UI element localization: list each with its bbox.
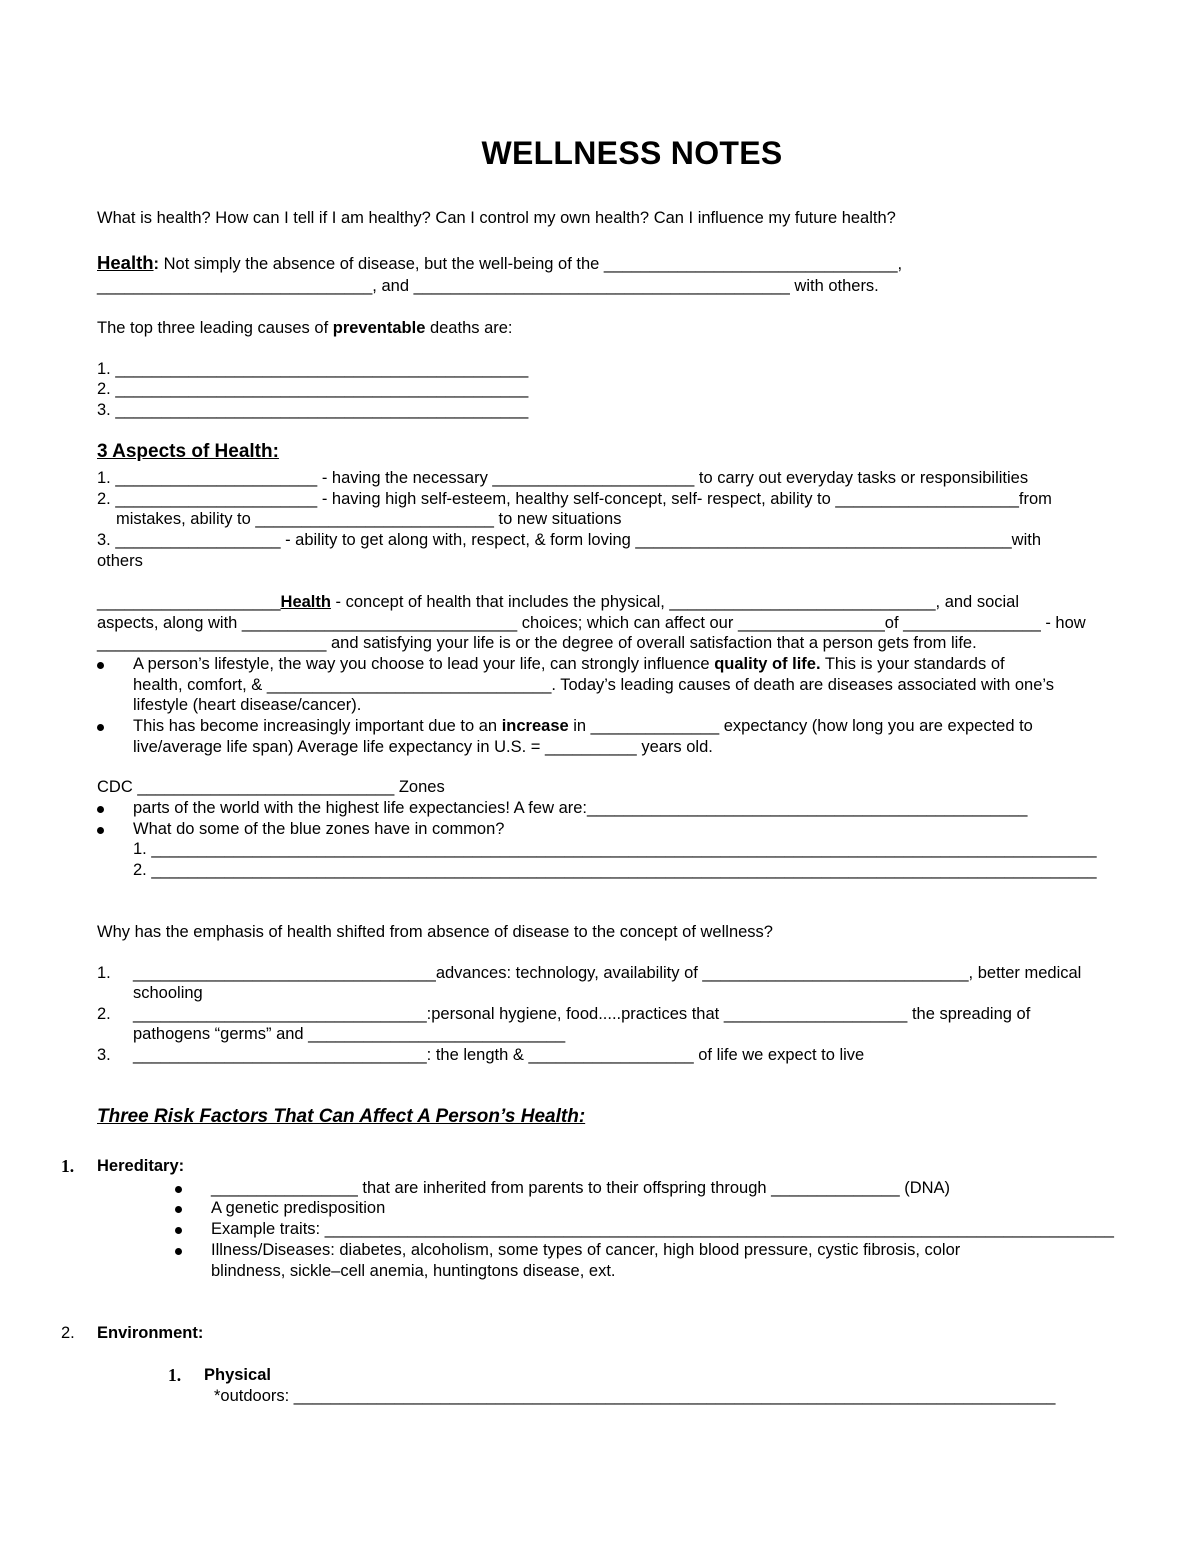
hereditary-b4-line1: Illness/Diseases: diabetes, alcoholism, some types of cancer, high blood pressure, cystic fibrosis, color (211, 1241, 961, 1259)
shift-item-2b: pathogens “germs” and ____________________________ (133, 1025, 566, 1043)
preventable-intro (97, 318, 513, 339)
preventable-post: deaths are: (425, 319, 513, 337)
b1-pre: A person’s lifestyle, the way you choose to lead your life, can strongly influence (133, 655, 715, 673)
shift-item-3a: ________________________________: the length & __________________ of life we expect to live (133, 1046, 865, 1064)
bullet-dot (175, 1186, 182, 1193)
physical-label: Physical (204, 1366, 271, 1384)
preventable-item-3: 3. _____________________________________________ (97, 401, 529, 419)
shift-question: Why has the emphasis of health shifted from absence of disease to the concept of wellness? (97, 923, 773, 941)
cdc-b2-text: What do some of the blue zones have in common? (133, 820, 505, 838)
wellness-line-3: _________________________ and satisfying your life is or the degree of overall satisfaction that a person gets from life. (97, 634, 977, 652)
hereditary-label: Hereditary: (97, 1157, 185, 1175)
preventable-bold: preventable (332, 319, 426, 337)
b2-pre: This has become increasingly important due to an (133, 717, 502, 735)
shift-num-2: 2. (97, 1005, 111, 1023)
b1-line2: health, comfort, & _______________________________. Today’s leading causes of death are diseases associated with one’s (133, 675, 1055, 694)
hereditary-num: 1. (61, 1156, 75, 1176)
hereditary-b2-text: A genetic predisposition (211, 1199, 386, 1217)
wellness-blank: ____________________ (97, 593, 281, 611)
b1-post: This is your standards of (820, 655, 1005, 673)
health-colon: : (153, 255, 160, 273)
cdc-sub-1: 1. _______________________________________________________________________________________________________ (133, 840, 1097, 858)
b2-post: in ______________ expectancy (how long you are expected to (568, 717, 1033, 735)
bullet-dot (175, 1248, 182, 1255)
preventable-item-2: 2. _____________________________________________ (97, 380, 529, 398)
bullet-dot (97, 806, 104, 813)
b1-bold: quality of life. (714, 655, 821, 673)
preventable-pre: The top three leading causes of (97, 319, 333, 337)
shift-item-1a: _________________________________advances: technology, availability of _____________________________, better medical (133, 964, 1082, 982)
bullet-dot (97, 662, 104, 669)
health-term: Health (97, 252, 154, 273)
hereditary-b1-text: ________________ that are inherited from parents to their offspring through ______________ (DNA) (211, 1179, 951, 1197)
shift-num-1: 1. (97, 964, 111, 982)
aspect-line-3: 3. __________________ - ability to get along with, respect, & form loving _________________________________________with (97, 531, 1042, 549)
physical-num: 1. (168, 1365, 182, 1385)
environment-num: 2. (61, 1324, 75, 1342)
wellness-term: Health (280, 593, 331, 611)
shift-item-1b: schooling (133, 984, 203, 1002)
page-title: WELLNESS NOTES (481, 135, 783, 171)
aspect-line-2: 2. ______________________ - having high self-esteem, healthy self-concept, self- respect, ability to ____________________from (97, 490, 1052, 508)
shift-item-2a: ________________________________:personal hygiene, food.....practices that ____________________ the spreading of (133, 1005, 1031, 1023)
outdoors-line: *outdoors: ___________________________________________________________________________________ (214, 1387, 1056, 1405)
wellness-line-2: aspects, along with ______________________________ choices; which can affect our ________________of _______________ - how (97, 614, 1086, 632)
aspect-line-3b: others (97, 552, 143, 570)
aspect-line-1: 1. ______________________ - having the necessary ______________________ to carry out everyday tasks or responsibilities (97, 469, 1029, 487)
shift-num-3: 3. (97, 1046, 111, 1064)
wellness-l1-rest: - concept of health that includes the physical, _____________________________, and social (330, 593, 1020, 611)
hereditary-b3-text: Example traits: ______________________________________________________________________________________ (211, 1220, 1114, 1238)
cdc-line: CDC ____________________________ Zones (97, 778, 445, 796)
environment-label: Environment: (97, 1324, 204, 1342)
health-definition-line2: ______________________________, and _________________________________________ with others. (97, 277, 879, 295)
cdc-b1-text: parts of the world with the highest life expectancies! A few are:________________________________________________ (133, 799, 1028, 817)
intro-questions: What is health? How can I tell if I am healthy? Can I control my own health? Can I influence my future health? (97, 209, 896, 227)
b1-line3: lifestyle (heart disease/cancer). (133, 696, 362, 715)
hereditary-b4-line2: blindness, sickle–cell anemia, huntingtons disease, ext. (211, 1261, 616, 1280)
b2-line2: live/average life span) Average life expectancy in U.S. = __________ years old. (133, 737, 713, 756)
risk-heading: Three Risk Factors That Can Affect A Person’s Health: (97, 1106, 586, 1127)
b2-bold: increase (501, 717, 569, 735)
aspects-heading: 3 Aspects of Health: (97, 441, 279, 462)
aspect-line-2b: mistakes, ability to __________________________ to new situations (116, 510, 622, 528)
health-def-text: Not simply the absence of disease, but the well-being of the ________________________________, (159, 255, 903, 273)
cdc-sub-2: 2. _______________________________________________________________________________________________________ (133, 861, 1097, 879)
bullet-dot (175, 1227, 182, 1234)
preventable-item-1: 1. _____________________________________________ (97, 360, 529, 378)
health-definition-line1 (97, 253, 902, 275)
wellness-line-1 (97, 592, 1019, 613)
bullet-dot (97, 827, 104, 834)
bullet-dot (175, 1206, 182, 1213)
bullet-dot (97, 724, 104, 731)
